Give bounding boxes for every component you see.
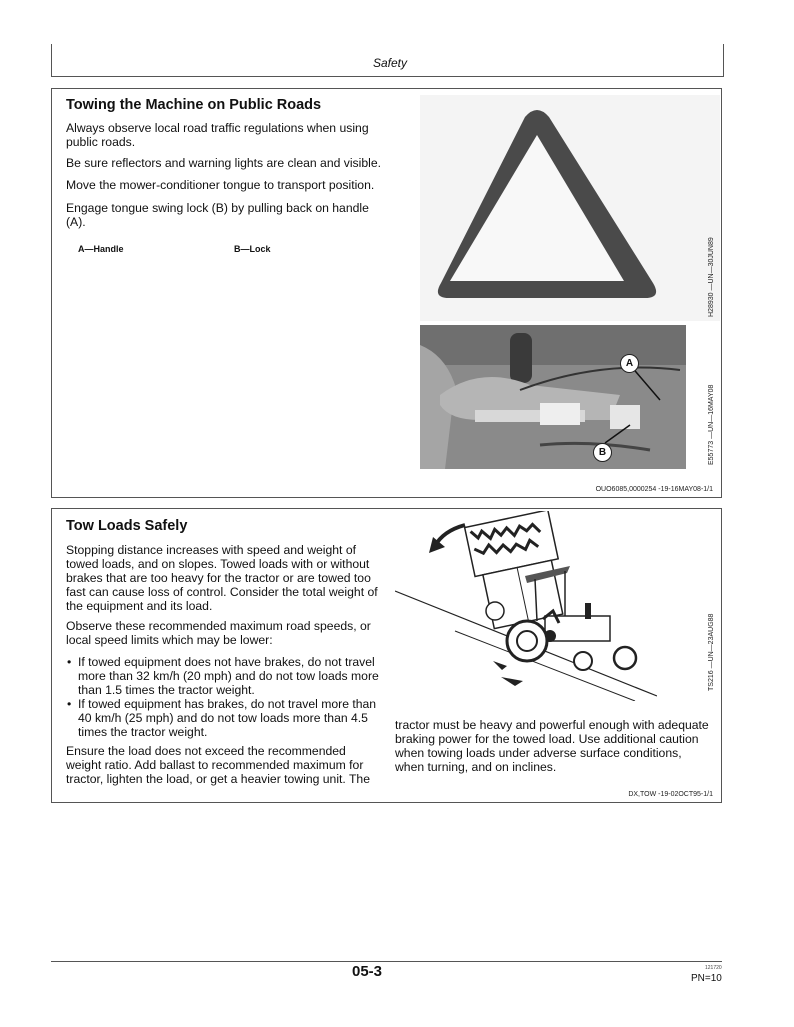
list-item: • If towed equipment does not have brakes, do not travel more than 32 km/h (20 mph) and do not tow loads more than 1.5 times the tractor weight. bbox=[66, 655, 386, 697]
section1-para-2: Be sure reflectors and warning lights are clean and visible. bbox=[66, 156, 382, 170]
header-title: Safety bbox=[372, 56, 407, 70]
callout-a: A bbox=[620, 354, 639, 373]
header-frame bbox=[51, 44, 724, 77]
section1-para-4: Engage tongue swing lock (B) by pulling back on handle (A). bbox=[66, 201, 369, 229]
tractor-towing-illustration bbox=[395, 511, 657, 701]
speed-limit-list bbox=[66, 655, 386, 739]
smv-emblem-image bbox=[420, 95, 720, 321]
pn-number: PN=10 bbox=[691, 973, 722, 984]
image2-id: E55773 —UN—16MAY08 bbox=[708, 384, 715, 465]
section2-heading: Tow Loads Safely bbox=[66, 518, 188, 534]
section2-para-4: tractor must be heavy and powerful enough with adequate braking power for the towed load. Use additional caution when towing loads under adverse surface conditions, when turning, and on inclines. bbox=[395, 718, 709, 774]
footer-rule bbox=[51, 961, 722, 962]
section2-para-1: Stopping distance increases with speed and weight of towed loads, and on slopes. Towed loads with or without brakes that are too heavy for the tractor or are towed too fast can cause loss of control. Consider the total weight of the equipment and its load. bbox=[66, 543, 378, 613]
list-item: • If towed equipment has brakes, do not travel more than 40 km/h (25 mph) and do not tow loads more than 4.5 times the tractor weight. bbox=[66, 697, 386, 739]
section-tow-loads-safely bbox=[51, 508, 722, 803]
section-towing-public-roads bbox=[51, 88, 722, 498]
legend-lock: B—Lock bbox=[234, 244, 271, 254]
section2-para-2: Observe these recommended maximum road speeds, or local speed limits which may be lower: bbox=[66, 619, 371, 647]
image3-id: TS216 —UN—23AUG88 bbox=[708, 613, 715, 691]
image1-id: H28930 —UN—30JUN89 bbox=[708, 237, 715, 317]
revision-code: 121720 bbox=[705, 965, 722, 971]
section1-para-1: Always observe local road traffic regulations when using public roads. bbox=[66, 121, 369, 149]
callout-b: B bbox=[593, 443, 612, 462]
section1-heading: Towing the Machine on Public Roads bbox=[66, 97, 322, 113]
section1-para-3: Move the mower-conditioner tongue to transport position. bbox=[66, 178, 375, 192]
tongue-swing-lock-photo bbox=[420, 325, 686, 469]
section2-para-3: Ensure the load does not exceed the recommended weight ratio. Add ballast to recommended maximum for tractor, lighten the load, or get a heavier towing unit. The bbox=[66, 744, 370, 786]
page-number: 05-3 bbox=[352, 963, 383, 980]
legend-handle: A—Handle bbox=[78, 244, 124, 254]
section1-ref: OUO6085,0000254 -19-16MAY08-1/1 bbox=[595, 486, 713, 493]
section2-ref: DX,TOW -19-02OCT95-1/1 bbox=[628, 791, 713, 798]
